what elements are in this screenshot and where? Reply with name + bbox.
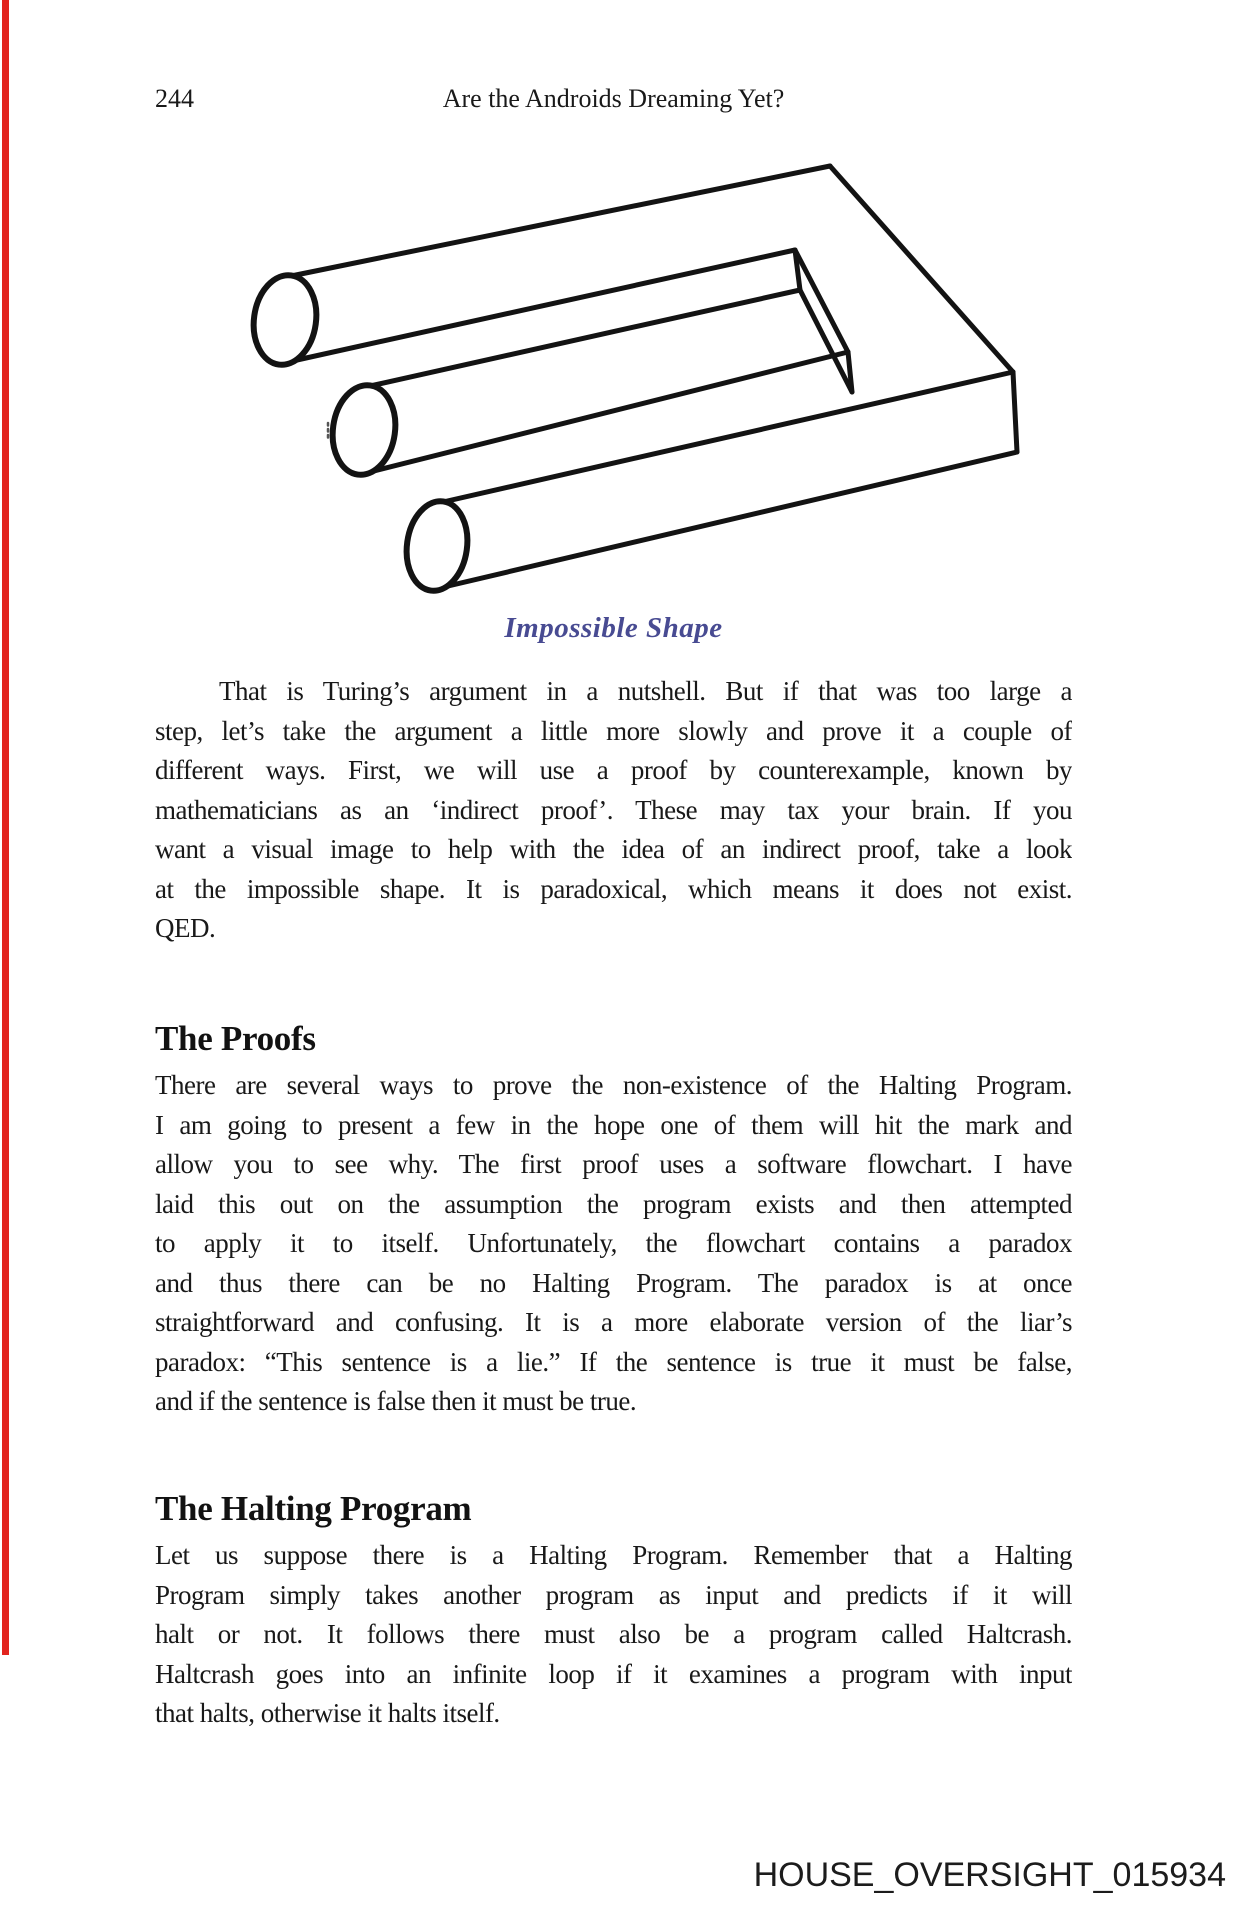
prong3-top-line [443,372,1013,502]
text-line: that halts, otherwise it halts itself. [155,1698,500,1728]
text-line: at the impossible shape. It is paradoxical, which means it does not exist. [155,873,1072,904]
page-header [155,84,1072,118]
scan-edge-red-stripe [2,0,9,1655]
text-line: allow you to see why. The first proof uses a software flowchart. I have [155,1149,1072,1179]
bates-number-stamp: HOUSE_OVERSIGHT_015934 [753,1856,1226,1894]
the-halting-program-paragraph [155,1536,1072,1734]
prong2-ellipse [327,381,401,479]
figure-bottom-edge [431,452,1017,590]
text-line: different ways. First, we will use a proof by counterexample, known by [155,755,1072,785]
figure-right-face-edge [1013,372,1017,452]
text-line: to apply it to itself. Unfortunately, the flowchart contains a paradox [155,1228,1072,1258]
figure-caption: Impossible Shape [504,612,723,644]
section-heading-the-proofs: The Proofs [155,1019,316,1058]
text-line: laid this out on the assumption the program exists and then attempted [155,1188,1072,1219]
text-line: halt or not. It follows there must also be a program called Haltcrash. [155,1619,1072,1649]
text-line: That is Turing’s argument in a nutshell. But if that was too large a [219,676,1072,706]
section-heading-the-halting-program: The Halting Program [155,1489,472,1528]
text-line: Haltcrash goes into an infinite loop if it examines a program with input [155,1658,1072,1689]
text-line: I am going to present a few in the hope one of them will hit the mark and [155,1109,1072,1140]
running-title: Are the Androids Dreaming Yet? [442,84,785,113]
page-number: 244 [155,84,194,113]
intro-paragraph [155,672,1072,949]
text-line: Program simply takes another program as input and predicts if it will [155,1579,1072,1610]
text-line: and thus there can be no Halting Program. The paradox is at once [155,1267,1072,1298]
text-line: mathematicians as an ‘indirect proof’. These may tax your brain. If you [155,794,1072,825]
text-line: Let us suppose there is a Halting Program. Remember that a Halting [155,1540,1072,1570]
text-line: step, let’s take the argument a little more slowly and prove it a couple of [155,715,1072,746]
the-proofs-paragraph [155,1066,1072,1422]
text-line: paradox: “This sentence is a lie.” If the sentence is true it must be false, [155,1346,1072,1377]
figure-right-top-edge [830,166,1013,372]
text-line: and if the sentence is false then it must be true. [155,1386,637,1416]
impossible-shape-figure [200,140,1060,610]
text-line: QED. [155,913,216,943]
prong1-ellipse [248,271,322,369]
prong2-top-line [370,290,800,386]
text-line: want a visual image to help with the idea of an indirect proof, take a look [155,834,1072,864]
text-line: straightforward and confusing. It is a more elaborate version of the liar’s [155,1307,1072,1337]
text-line: There are several ways to prove the non-existence of the Halting Program. [155,1070,1072,1100]
